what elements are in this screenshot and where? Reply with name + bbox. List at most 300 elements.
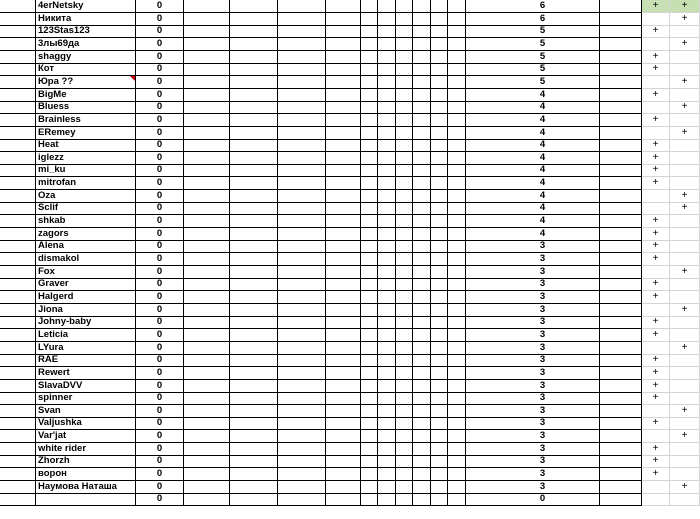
- name-cell[interactable]: [36, 215, 136, 228]
- plus-cell-b[interactable]: [670, 417, 700, 430]
- empty-cell[interactable]: [278, 354, 326, 367]
- empty-cell[interactable]: [413, 101, 431, 114]
- empty-cell[interactable]: [361, 177, 378, 190]
- empty-cell[interactable]: [230, 417, 278, 430]
- empty-cell[interactable]: [448, 177, 466, 190]
- total-cell[interactable]: [486, 354, 600, 367]
- empty-cell[interactable]: [431, 164, 448, 177]
- total-cell[interactable]: [486, 139, 600, 152]
- empty-cell[interactable]: [600, 278, 642, 291]
- score-cell[interactable]: [136, 430, 184, 443]
- empty-cell[interactable]: [184, 177, 230, 190]
- empty-cell[interactable]: [466, 25, 486, 38]
- empty-cell[interactable]: [361, 430, 378, 443]
- empty-cell[interactable]: [378, 493, 396, 506]
- empty-cell[interactable]: [396, 63, 413, 76]
- empty-cell[interactable]: [361, 455, 378, 468]
- empty-cell[interactable]: [600, 215, 642, 228]
- plus-cell-b[interactable]: [670, 63, 700, 76]
- empty-cell[interactable]: [466, 202, 486, 215]
- empty-cell[interactable]: [448, 101, 466, 114]
- empty-cell[interactable]: [466, 240, 486, 253]
- plus-cell-a[interactable]: [642, 215, 670, 228]
- empty-cell[interactable]: [466, 455, 486, 468]
- empty-cell[interactable]: [378, 25, 396, 38]
- row-gutter-cell[interactable]: [0, 291, 36, 304]
- plus-cell-a[interactable]: [642, 114, 670, 127]
- empty-cell[interactable]: [600, 392, 642, 405]
- score-cell[interactable]: [136, 329, 184, 342]
- empty-cell[interactable]: [278, 114, 326, 127]
- empty-cell[interactable]: [326, 240, 361, 253]
- empty-cell[interactable]: [600, 101, 642, 114]
- empty-cell[interactable]: [600, 63, 642, 76]
- empty-cell[interactable]: [431, 0, 448, 13]
- empty-cell[interactable]: [431, 177, 448, 190]
- name-cell[interactable]: [36, 38, 136, 51]
- empty-cell[interactable]: [396, 25, 413, 38]
- empty-cell[interactable]: [448, 139, 466, 152]
- empty-cell[interactable]: [326, 253, 361, 266]
- empty-cell[interactable]: [600, 164, 642, 177]
- empty-cell[interactable]: [361, 291, 378, 304]
- empty-cell[interactable]: [326, 25, 361, 38]
- score-cell[interactable]: [136, 493, 184, 506]
- plus-cell-a[interactable]: [642, 101, 670, 114]
- empty-cell[interactable]: [278, 316, 326, 329]
- empty-cell[interactable]: [396, 430, 413, 443]
- empty-cell[interactable]: [230, 240, 278, 253]
- plus-cell-a[interactable]: [642, 139, 670, 152]
- empty-cell[interactable]: [431, 278, 448, 291]
- plus-cell-a[interactable]: [642, 240, 670, 253]
- empty-cell[interactable]: [278, 278, 326, 291]
- empty-cell[interactable]: [361, 417, 378, 430]
- empty-cell[interactable]: [396, 215, 413, 228]
- total-cell[interactable]: [486, 63, 600, 76]
- empty-cell[interactable]: [378, 417, 396, 430]
- score-cell[interactable]: [136, 38, 184, 51]
- empty-cell[interactable]: [466, 38, 486, 51]
- total-cell[interactable]: [486, 0, 600, 13]
- empty-cell[interactable]: [448, 417, 466, 430]
- name-cell[interactable]: [36, 316, 136, 329]
- empty-cell[interactable]: [396, 291, 413, 304]
- empty-cell[interactable]: [378, 329, 396, 342]
- name-cell[interactable]: [36, 101, 136, 114]
- empty-cell[interactable]: [278, 367, 326, 380]
- empty-cell[interactable]: [466, 278, 486, 291]
- empty-cell[interactable]: [448, 25, 466, 38]
- empty-cell[interactable]: [431, 76, 448, 89]
- comment-indicator-icon[interactable]: [130, 76, 135, 81]
- empty-cell[interactable]: [413, 63, 431, 76]
- plus-cell-a[interactable]: [642, 430, 670, 443]
- empty-cell[interactable]: [361, 468, 378, 481]
- empty-cell[interactable]: [431, 253, 448, 266]
- empty-cell[interactable]: [278, 468, 326, 481]
- empty-cell[interactable]: [413, 455, 431, 468]
- empty-cell[interactable]: [230, 468, 278, 481]
- empty-cell[interactable]: [413, 493, 431, 506]
- empty-cell[interactable]: [184, 164, 230, 177]
- empty-cell[interactable]: [448, 0, 466, 13]
- row-gutter-cell[interactable]: [0, 253, 36, 266]
- plus-cell-b[interactable]: [670, 367, 700, 380]
- empty-cell[interactable]: [184, 430, 230, 443]
- plus-cell-b[interactable]: [670, 253, 700, 266]
- empty-cell[interactable]: [184, 316, 230, 329]
- empty-cell[interactable]: [184, 38, 230, 51]
- empty-cell[interactable]: [413, 417, 431, 430]
- empty-cell[interactable]: [361, 493, 378, 506]
- row-gutter-cell[interactable]: [0, 354, 36, 367]
- empty-cell[interactable]: [378, 278, 396, 291]
- name-cell[interactable]: [36, 354, 136, 367]
- empty-cell[interactable]: [396, 367, 413, 380]
- empty-cell[interactable]: [230, 38, 278, 51]
- total-cell[interactable]: [486, 455, 600, 468]
- empty-cell[interactable]: [466, 468, 486, 481]
- empty-cell[interactable]: [600, 177, 642, 190]
- plus-cell-b[interactable]: [670, 164, 700, 177]
- empty-cell[interactable]: [413, 38, 431, 51]
- empty-cell[interactable]: [184, 76, 230, 89]
- empty-cell[interactable]: [278, 417, 326, 430]
- row-gutter-cell[interactable]: [0, 240, 36, 253]
- empty-cell[interactable]: [413, 468, 431, 481]
- score-cell[interactable]: [136, 139, 184, 152]
- row-gutter-cell[interactable]: [0, 417, 36, 430]
- total-cell[interactable]: [486, 316, 600, 329]
- plus-cell-b[interactable]: [670, 0, 700, 13]
- empty-cell[interactable]: [396, 278, 413, 291]
- score-cell[interactable]: [136, 114, 184, 127]
- empty-cell[interactable]: [230, 278, 278, 291]
- empty-cell[interactable]: [184, 468, 230, 481]
- empty-cell[interactable]: [230, 291, 278, 304]
- empty-cell[interactable]: [600, 253, 642, 266]
- empty-cell[interactable]: [413, 202, 431, 215]
- plus-cell-b[interactable]: [670, 38, 700, 51]
- total-cell[interactable]: [486, 430, 600, 443]
- empty-cell[interactable]: [184, 493, 230, 506]
- empty-cell[interactable]: [413, 177, 431, 190]
- empty-cell[interactable]: [278, 0, 326, 13]
- total-cell[interactable]: [486, 101, 600, 114]
- score-cell[interactable]: [136, 164, 184, 177]
- plus-cell-a[interactable]: [642, 278, 670, 291]
- score-cell[interactable]: [136, 417, 184, 430]
- row-gutter-cell[interactable]: [0, 367, 36, 380]
- empty-cell[interactable]: [413, 392, 431, 405]
- empty-cell[interactable]: [326, 392, 361, 405]
- empty-cell[interactable]: [431, 38, 448, 51]
- row-gutter-cell[interactable]: [0, 329, 36, 342]
- empty-cell[interactable]: [184, 455, 230, 468]
- empty-cell[interactable]: [413, 367, 431, 380]
- empty-cell[interactable]: [431, 101, 448, 114]
- total-cell[interactable]: [486, 202, 600, 215]
- empty-cell[interactable]: [396, 493, 413, 506]
- plus-cell-a[interactable]: [642, 0, 670, 13]
- empty-cell[interactable]: [361, 253, 378, 266]
- empty-cell[interactable]: [448, 164, 466, 177]
- empty-cell[interactable]: [448, 291, 466, 304]
- row-gutter-cell[interactable]: [0, 101, 36, 114]
- empty-cell[interactable]: [230, 392, 278, 405]
- empty-cell[interactable]: [378, 177, 396, 190]
- empty-cell[interactable]: [326, 202, 361, 215]
- empty-cell[interactable]: [413, 430, 431, 443]
- empty-cell[interactable]: [600, 354, 642, 367]
- empty-cell[interactable]: [361, 202, 378, 215]
- empty-cell[interactable]: [448, 430, 466, 443]
- empty-cell[interactable]: [600, 240, 642, 253]
- score-cell[interactable]: [136, 354, 184, 367]
- empty-cell[interactable]: [378, 215, 396, 228]
- empty-cell[interactable]: [184, 63, 230, 76]
- empty-cell[interactable]: [184, 291, 230, 304]
- plus-cell-b[interactable]: [670, 177, 700, 190]
- empty-cell[interactable]: [600, 38, 642, 51]
- empty-cell[interactable]: [413, 316, 431, 329]
- empty-cell[interactable]: [396, 38, 413, 51]
- name-cell[interactable]: [36, 76, 136, 89]
- empty-cell[interactable]: [448, 354, 466, 367]
- empty-cell[interactable]: [466, 430, 486, 443]
- empty-cell[interactable]: [448, 367, 466, 380]
- name-cell[interactable]: [36, 240, 136, 253]
- empty-cell[interactable]: [361, 240, 378, 253]
- plus-cell-b[interactable]: [670, 139, 700, 152]
- empty-cell[interactable]: [448, 278, 466, 291]
- empty-cell[interactable]: [326, 215, 361, 228]
- empty-cell[interactable]: [230, 164, 278, 177]
- empty-cell[interactable]: [378, 76, 396, 89]
- empty-cell[interactable]: [184, 278, 230, 291]
- empty-cell[interactable]: [600, 139, 642, 152]
- plus-cell-a[interactable]: [642, 164, 670, 177]
- empty-cell[interactable]: [278, 101, 326, 114]
- empty-cell[interactable]: [413, 240, 431, 253]
- empty-cell[interactable]: [278, 25, 326, 38]
- name-cell[interactable]: [36, 367, 136, 380]
- empty-cell[interactable]: [600, 417, 642, 430]
- score-cell[interactable]: [136, 63, 184, 76]
- empty-cell[interactable]: [600, 291, 642, 304]
- empty-cell[interactable]: [230, 101, 278, 114]
- empty-cell[interactable]: [230, 139, 278, 152]
- empty-cell[interactable]: [431, 240, 448, 253]
- empty-cell[interactable]: [361, 114, 378, 127]
- score-cell[interactable]: [136, 177, 184, 190]
- empty-cell[interactable]: [361, 101, 378, 114]
- total-cell[interactable]: [486, 367, 600, 380]
- empty-cell[interactable]: [326, 430, 361, 443]
- empty-cell[interactable]: [413, 291, 431, 304]
- total-cell[interactable]: [486, 240, 600, 253]
- row-gutter-cell[interactable]: [0, 468, 36, 481]
- empty-cell[interactable]: [466, 316, 486, 329]
- row-gutter-cell[interactable]: [0, 25, 36, 38]
- empty-cell[interactable]: [431, 430, 448, 443]
- plus-cell-a[interactable]: [642, 63, 670, 76]
- empty-cell[interactable]: [466, 367, 486, 380]
- row-gutter-cell[interactable]: [0, 392, 36, 405]
- empty-cell[interactable]: [378, 63, 396, 76]
- row-gutter-cell[interactable]: [0, 164, 36, 177]
- empty-cell[interactable]: [230, 455, 278, 468]
- empty-cell[interactable]: [431, 114, 448, 127]
- empty-cell[interactable]: [230, 430, 278, 443]
- plus-cell-a[interactable]: [642, 38, 670, 51]
- plus-cell-a[interactable]: [642, 25, 670, 38]
- name-cell[interactable]: [36, 468, 136, 481]
- empty-cell[interactable]: [448, 253, 466, 266]
- empty-cell[interactable]: [378, 139, 396, 152]
- total-cell[interactable]: [486, 468, 600, 481]
- plus-cell-a[interactable]: [642, 354, 670, 367]
- empty-cell[interactable]: [448, 38, 466, 51]
- name-cell[interactable]: [36, 139, 136, 152]
- score-cell[interactable]: [136, 455, 184, 468]
- row-gutter-cell[interactable]: [0, 0, 36, 13]
- empty-cell[interactable]: [431, 291, 448, 304]
- score-cell[interactable]: [136, 316, 184, 329]
- empty-cell[interactable]: [413, 278, 431, 291]
- empty-cell[interactable]: [278, 76, 326, 89]
- score-cell[interactable]: [136, 392, 184, 405]
- empty-cell[interactable]: [600, 493, 642, 506]
- empty-cell[interactable]: [448, 455, 466, 468]
- empty-cell[interactable]: [361, 316, 378, 329]
- empty-cell[interactable]: [448, 114, 466, 127]
- empty-cell[interactable]: [466, 76, 486, 89]
- name-cell[interactable]: [36, 164, 136, 177]
- empty-cell[interactable]: [278, 202, 326, 215]
- empty-cell[interactable]: [361, 215, 378, 228]
- empty-cell[interactable]: [600, 468, 642, 481]
- empty-cell[interactable]: [326, 316, 361, 329]
- empty-cell[interactable]: [361, 367, 378, 380]
- empty-cell[interactable]: [413, 25, 431, 38]
- total-cell[interactable]: [486, 76, 600, 89]
- plus-cell-b[interactable]: [670, 430, 700, 443]
- empty-cell[interactable]: [600, 430, 642, 443]
- name-cell[interactable]: [36, 25, 136, 38]
- empty-cell[interactable]: [600, 25, 642, 38]
- empty-cell[interactable]: [396, 177, 413, 190]
- empty-cell[interactable]: [600, 114, 642, 127]
- empty-cell[interactable]: [431, 468, 448, 481]
- name-cell[interactable]: [36, 493, 136, 506]
- empty-cell[interactable]: [361, 63, 378, 76]
- score-cell[interactable]: [136, 101, 184, 114]
- empty-cell[interactable]: [431, 202, 448, 215]
- empty-cell[interactable]: [466, 392, 486, 405]
- total-cell[interactable]: [486, 25, 600, 38]
- empty-cell[interactable]: [413, 354, 431, 367]
- plus-cell-b[interactable]: [670, 455, 700, 468]
- total-cell[interactable]: [486, 493, 600, 506]
- empty-cell[interactable]: [326, 164, 361, 177]
- empty-cell[interactable]: [230, 493, 278, 506]
- empty-cell[interactable]: [326, 417, 361, 430]
- score-cell[interactable]: [136, 25, 184, 38]
- empty-cell[interactable]: [431, 316, 448, 329]
- empty-cell[interactable]: [466, 253, 486, 266]
- empty-cell[interactable]: [396, 253, 413, 266]
- name-cell[interactable]: [36, 392, 136, 405]
- score-cell[interactable]: [136, 202, 184, 215]
- empty-cell[interactable]: [378, 367, 396, 380]
- empty-cell[interactable]: [466, 493, 486, 506]
- empty-cell[interactable]: [396, 329, 413, 342]
- empty-cell[interactable]: [184, 354, 230, 367]
- empty-cell[interactable]: [600, 367, 642, 380]
- empty-cell[interactable]: [278, 164, 326, 177]
- name-cell[interactable]: [36, 291, 136, 304]
- empty-cell[interactable]: [396, 139, 413, 152]
- total-cell[interactable]: [486, 278, 600, 291]
- row-gutter-cell[interactable]: [0, 430, 36, 443]
- empty-cell[interactable]: [413, 0, 431, 13]
- plus-cell-b[interactable]: [670, 215, 700, 228]
- empty-cell[interactable]: [326, 63, 361, 76]
- score-cell[interactable]: [136, 253, 184, 266]
- empty-cell[interactable]: [413, 139, 431, 152]
- empty-cell[interactable]: [230, 253, 278, 266]
- plus-cell-a[interactable]: [642, 493, 670, 506]
- empty-cell[interactable]: [184, 253, 230, 266]
- empty-cell[interactable]: [378, 114, 396, 127]
- empty-cell[interactable]: [448, 76, 466, 89]
- empty-cell[interactable]: [184, 329, 230, 342]
- empty-cell[interactable]: [378, 468, 396, 481]
- empty-cell[interactable]: [413, 76, 431, 89]
- empty-cell[interactable]: [230, 316, 278, 329]
- empty-cell[interactable]: [396, 316, 413, 329]
- plus-cell-b[interactable]: [670, 329, 700, 342]
- score-cell[interactable]: [136, 278, 184, 291]
- empty-cell[interactable]: [326, 114, 361, 127]
- empty-cell[interactable]: [278, 38, 326, 51]
- empty-cell[interactable]: [448, 392, 466, 405]
- row-gutter-cell[interactable]: [0, 114, 36, 127]
- empty-cell[interactable]: [413, 253, 431, 266]
- name-cell[interactable]: [36, 455, 136, 468]
- empty-cell[interactable]: [466, 291, 486, 304]
- empty-cell[interactable]: [326, 278, 361, 291]
- total-cell[interactable]: [486, 392, 600, 405]
- empty-cell[interactable]: [396, 76, 413, 89]
- empty-cell[interactable]: [326, 367, 361, 380]
- name-cell[interactable]: [36, 417, 136, 430]
- empty-cell[interactable]: [466, 139, 486, 152]
- row-gutter-cell[interactable]: [0, 63, 36, 76]
- name-cell[interactable]: [36, 202, 136, 215]
- empty-cell[interactable]: [326, 468, 361, 481]
- empty-cell[interactable]: [431, 215, 448, 228]
- score-cell[interactable]: [136, 240, 184, 253]
- empty-cell[interactable]: [378, 101, 396, 114]
- empty-cell[interactable]: [413, 329, 431, 342]
- empty-cell[interactable]: [396, 202, 413, 215]
- empty-cell[interactable]: [326, 291, 361, 304]
- plus-cell-a[interactable]: [642, 392, 670, 405]
- plus-cell-a[interactable]: [642, 367, 670, 380]
